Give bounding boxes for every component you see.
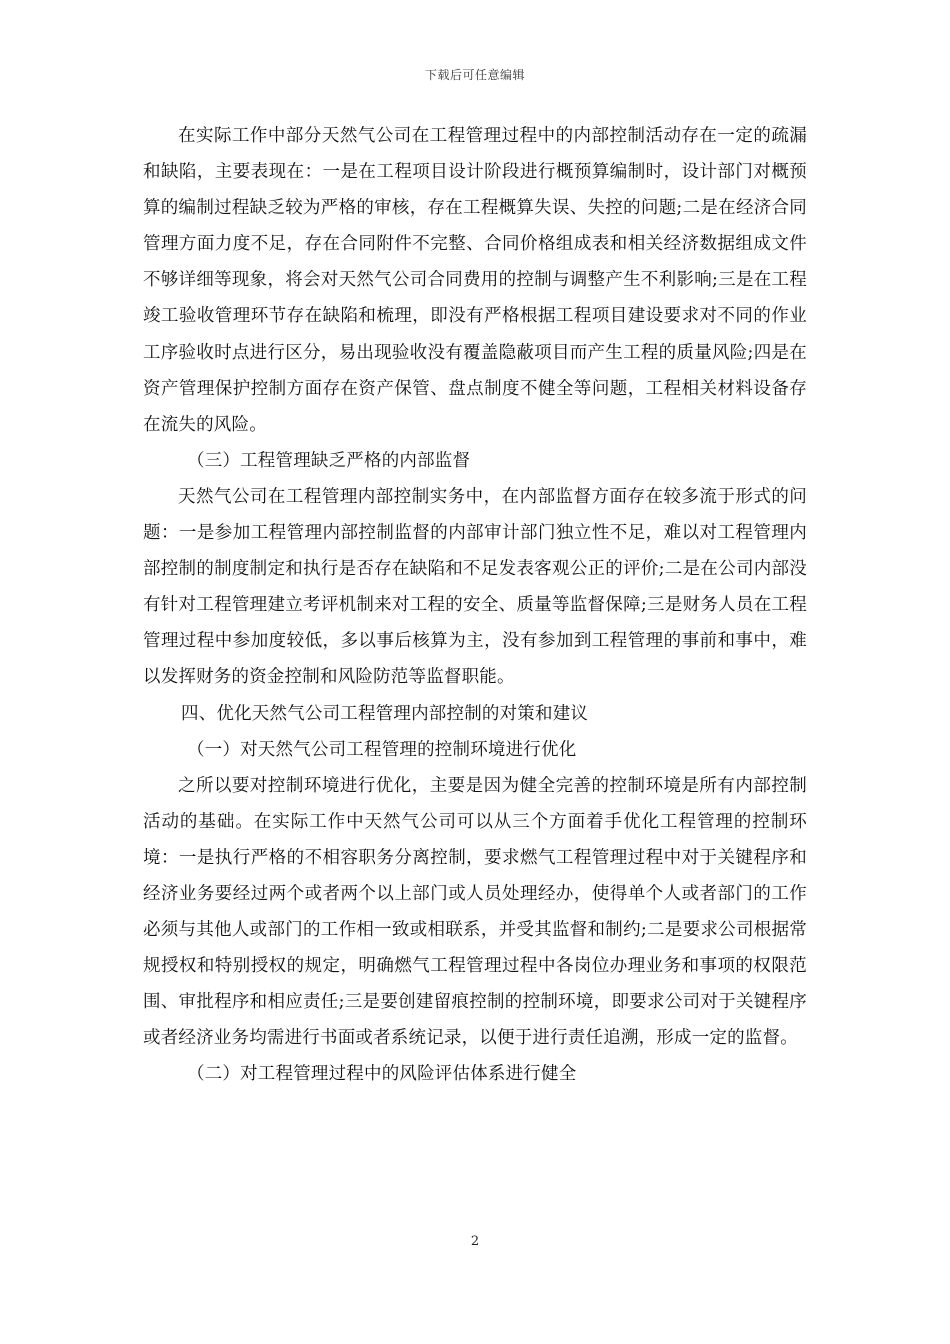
page-number: 2 (470, 1234, 480, 1249)
page-header: 下载后可任意编辑 (424, 68, 525, 82)
paragraph-internal-control-defects: 在实际工作中部分天然气公司在工程管理过程中的内部控制活动存在一定的疏漏和缺陷，主要表现在：一是在工程项目设计阶段进行概预算编制时，设计部门对概预算的编制过程缺乏较为严格的审核，存在工程概算失误、失控的问题;二是在经济合同管理方面力度不足，存在合同附件不完整、合同价格组成表和相关经济数据组成文件不够详细等现象，将会对天然气公司合同费用的控制与调整产生不利影响;三是在工程竣工验收管理环节存在缺陷和梳理，即没有严格根据工程项目建设要求对不同的作业工序验收时点进行区分，易出现验收没有覆盖隐蔽项目而产生工程的质量风险;四是在资产管理保护控制方面存在资产保管、盘点制度不健全等问题，工程相关材料设备存在流失的风险。 (143, 126, 807, 435)
document-body (143, 118, 807, 1093)
section-heading-internal-supervision: （三）工程管理缺乏严格的内部监督 (187, 450, 471, 471)
paragraph-internal-supervision: 天然气公司在工程管理内部控制实务中，在内部监督方面存在较多流于形式的问题：一是参加工程管理内部控制监督的内部审计部门独立性不足，难以对工程管理内部控制的制度制定和执行是否存在缺陷和不足发表客观公正的评价;二是在公司内部没有针对工程管理建立考评机制来对工程的安全、质量等监督保障;三是财务人员在工程管理过程中参加度较低，多以事后核算为主，没有参加到工程管理的事前和事中，难以发挥财务的资金控制和风险防范等监督职能。 (143, 486, 807, 688)
section-heading-risk-assessment: （二）对工程管理过程中的风险评估体系进行健全 (187, 1064, 577, 1085)
section-heading-control-environment: （一）对天然气公司工程管理的控制环境进行优化 (187, 739, 577, 760)
paragraph-control-environment: 之所以要对控制环境进行优化，主要是因为健全完善的控制环境是所有内部控制活动的基础。在实际工作中天然气公司可以从三个方面着手优化工程管理的控制环境：一是执行严格的不相容职务分离控制，要求燃气工程管理过程中对于关键程序和经济业务要经过两个或者两个以上部门或人员处理经办，使得单个人或者部门的工作必须与其他人或部门的工作相一致或相联系，并受其监督和制约;二是要求公司根据常规授权和特别授权的规定，明确燃气工程管理过程中各岗位办理业务和事项的权限范围、审批程序和相应责任;三是要创建留痕控制的控制环境，即要求公司对于关键程序或者经济业务均需进行书面或者系统记录，以便于进行责任追溯，形成一定的监督。 (143, 775, 807, 1049)
chapter-heading-countermeasures: 四、优化天然气公司工程管理内部控制的对策和建议 (181, 703, 589, 724)
